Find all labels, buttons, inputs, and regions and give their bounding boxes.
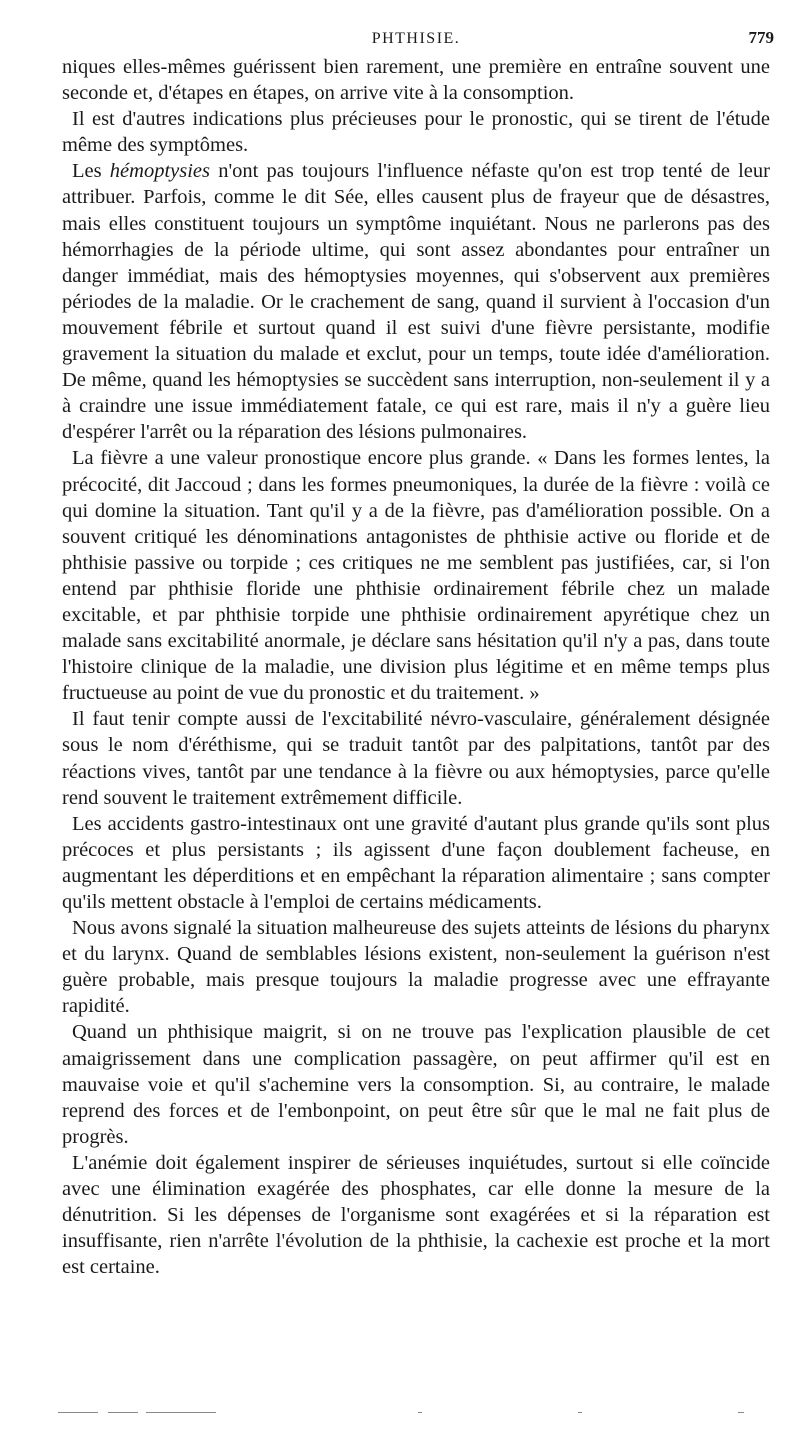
paragraph (62, 915, 770, 1019)
rule-segment (738, 1412, 744, 1413)
rule-segment (108, 1412, 138, 1413)
rule-segment (578, 1412, 582, 1413)
text-run: Quand un phthisique maigrit, si on ne trouve pas l'explication plausible de cet amaigrissement dans une complication passagère, on peut affirmer qu'il est en mauvaise voie et qu'il s'achemine vers la consomption. Si, au contraire, le malade reprend des forces et de l'embonpoint, on peut être sûr que le mal ne fait plus de progrès. (62, 1021, 770, 1148)
footer-rule (58, 1408, 748, 1418)
text-run: La fièvre a une valeur pronostique encore plus grande. « Dans les formes lentes, la précocité, dit Jaccoud ; dans les formes pneumoniques, la durée de la fièvre : voilà ce qui domine la situation. Tant qu'il y a de la fièvre, pas d'amélioration possible. On a souvent critiqué les dénominations antagonistes de phthisie active ou floride et de phthisie passive ou torpide ; ces critiques ne me semblent pas justifiées, car, si l'on entend par phthisie floride une phthisie ordinairement fébrile chez un malade excitable, et par phthisie torpide une phthisie ordinairement apyrétique chez un malade sans excitabilité anormale, je déclare sans hésitation qu'il n'y a pas, dans toute l'histoire clinique de la maladie, une division plus légitime et en même temps plus fructueuse au point de vue du pronostic et du traitement. » (62, 447, 770, 705)
paragraph (62, 706, 770, 810)
text-run: Nous avons signalé la situation malheureuse des sujets atteints de lésions du pharynx et du larynx. Quand de semblables lésions existent, non-seulement la guérison n'est guère probable, mais presque toujours la maladie progresse avec une effrayante rapidité. (62, 917, 770, 1018)
rule-segment (58, 1412, 98, 1413)
paragraph (62, 54, 770, 106)
paragraph (62, 106, 770, 158)
text-run: Les accidents gastro-intestinaux ont une gravité d'autant plus grande qu'ils sont plus précoces et plus persistants ; ils agissent d'une façon doublement facheuse, en augmentant les déperditions et en empêchant la réparation alimentaire ; sans compter qu'ils mettent obstacle à l'emploi de certains médicaments. (62, 812, 770, 913)
rule-segment (146, 1412, 216, 1413)
paragraph (62, 1019, 770, 1149)
text-run: Il faut tenir compte aussi de l'excitabilité névro-vasculaire, généralement désignée sous le nom d'éréthisme, qui se traduit tantôt par des palpitations, tantôt par des réactions vives, tantôt par une tendance à la fièvre ou aux hémoptysies, parce qu'elle rend souvent le traitement extrêmement difficile. (62, 708, 770, 809)
paragraph (62, 158, 770, 445)
running-head (62, 28, 774, 54)
paragraph (62, 1150, 770, 1280)
text-run: Il est d'autres indications plus précieuses pour le pronostic, qui se tirent de l'étude même des symptômes. (62, 108, 770, 157)
rule-segment (418, 1412, 422, 1413)
page-number: 779 (748, 28, 774, 47)
text-run: niques elles-mêmes guérissent bien rarement, une première en entraîne souvent une seconde et, d'étapes en étapes, on arrive vite à la consomption. (62, 56, 770, 105)
text-run: n'ont pas toujours l'influence néfaste qu'on est trop tenté de leur attribuer. Parfois, comme le dit Sée, elles causent plus de frayeur que de désastres, mais elles constituent toujours un symptôme inquiétant. Nous ne parlerons pas des hémorrhagies de la période ultime, qui sont assez abondantes pour entraîner un danger immédiat, mais des hémoptysies moyennes, qui s'observent aux premières périodes de la maladie. Or le crachement de sang, quand il survient à l'occasion d'un mouvement fébrile et surtout quand il est suivi d'une fièvre persistante, modifie gravement la situation du malade et exclut, pour un temps, toute idée d'amélioration. De même, quand les hémoptysies se succèdent sans interruption, non-seulement il y a à craindre une issue immédiatement fatale, ce qui est rare, mais il n'y a guère lieu d'espérer l'arrêt ou la réparation des lésions pulmonaires. (62, 160, 770, 444)
paragraph (62, 811, 770, 915)
body-text (62, 54, 770, 1280)
paragraph (62, 445, 770, 706)
page (62, 28, 774, 1280)
running-title: PHTHISIE. (371, 30, 461, 47)
text-run: L'anémie doit également inspirer de sérieuses inquiétudes, surtout si elle coïncide avec une élimination exagérée des phosphates, car elle donne la mesure de la dénutrition. Si les dépenses de l'organisme sont exagérées et si la réparation est insuffisante, rien n'arrête l'évolution de la phthisie, la cachexie est proche et la mort est certaine. (62, 1151, 770, 1279)
text-run: Les (72, 160, 110, 183)
italic-term: hémoptysies (109, 160, 210, 183)
